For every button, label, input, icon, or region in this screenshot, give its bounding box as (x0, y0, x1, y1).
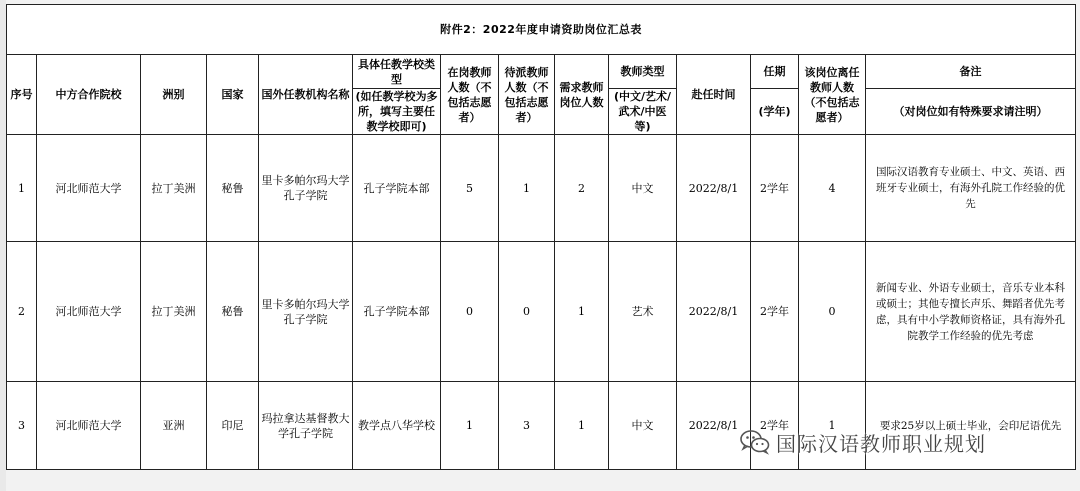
cell-partner-school: 河北师范大学 (37, 242, 141, 382)
header-seq: 序号 (7, 55, 37, 135)
header-term-sub: (学年) (751, 89, 799, 135)
cell-country: 印尼 (207, 382, 259, 470)
header-current-teachers: 在岗教师人数（不包括志愿者） (441, 55, 499, 135)
header-remarks-sub: （对岗位如有特殊要求请注明） (866, 89, 1076, 135)
cell-start-date: 2022/8/1 (677, 382, 751, 470)
cell-school-type: 教学点八华学校 (353, 382, 441, 470)
header-leaving-sub: （不包括志愿者） (804, 95, 860, 124)
header-school-type-sub: (如任教学校为多所，填写主要任教学校即可) (353, 89, 441, 135)
cell-continent: 拉丁美洲 (141, 135, 207, 242)
cell-institution: 里卡多帕尔玛大学孔子学院 (259, 242, 353, 382)
table-row (7, 135, 1076, 242)
header-pending-teachers: 待派教师人数（不包括志愿者） (499, 55, 555, 135)
cell-continent: 亚洲 (141, 382, 207, 470)
cell-needed-teachers: 2 (555, 135, 609, 242)
header-term: 任期 (751, 55, 799, 89)
cell-needed-teachers: 1 (555, 382, 609, 470)
cell-partner-school: 河北师范大学 (37, 135, 141, 242)
header-partner-school: 中方合作院校 (37, 55, 141, 135)
cell-remarks: 国际汉语教育专业硕士、中文、英语、西班牙专业硕士，有海外孔院工作经验的优先 (866, 135, 1076, 242)
cell-start-date: 2022/8/1 (677, 135, 751, 242)
cell-teacher-type: 中文 (609, 382, 677, 470)
header-leaving-main: 该岗位离任教师人数 (804, 65, 860, 94)
cell-institution: 玛拉拿达基督教大学孔子学院 (259, 382, 353, 470)
cell-pending-teachers: 3 (499, 382, 555, 470)
cell-pending-teachers: 1 (499, 135, 555, 242)
cell-seq: 2 (7, 242, 37, 382)
cell-seq: 3 (7, 382, 37, 470)
cell-school-type: 孔子学院本部 (353, 135, 441, 242)
summary-table (6, 4, 1076, 470)
watermark (740, 424, 986, 460)
table-title: 附件2：2022年度申请资助岗位汇总表 (7, 5, 1076, 55)
cell-needed-teachers: 1 (555, 242, 609, 382)
cell-term: 2学年 (751, 382, 799, 470)
header-leaving (799, 55, 866, 135)
cell-teacher-type: 中文 (609, 135, 677, 242)
watermark-text: 国际汉语教师职业规划 (776, 431, 986, 456)
cell-continent: 拉丁美洲 (141, 242, 207, 382)
cell-remarks: 要求25岁以上硕士毕业，会印尼语优先 (866, 382, 1076, 470)
header-teacher-type-sub: (中文/艺术/武术/中医等) (609, 89, 677, 135)
title-row (7, 5, 1076, 55)
cell-current-teachers: 5 (441, 135, 499, 242)
cell-leaving: 1 (799, 382, 866, 470)
header-start-date: 赴任时间 (677, 55, 751, 135)
cell-partner-school: 河北师范大学 (37, 382, 141, 470)
cell-country: 秘鲁 (207, 242, 259, 382)
cell-teacher-type: 艺术 (609, 242, 677, 382)
cell-term: 2学年 (751, 242, 799, 382)
cell-seq: 1 (7, 135, 37, 242)
cell-start-date: 2022/8/1 (677, 242, 751, 382)
header-continent: 洲别 (141, 55, 207, 135)
cell-leaving: 4 (799, 135, 866, 242)
cell-institution: 里卡多帕尔玛大学孔子学院 (259, 135, 353, 242)
header-institution: 国外任教机构名称 (259, 55, 353, 135)
header-country: 国家 (207, 55, 259, 135)
header-school-type: 具体任教学校类型 (353, 55, 441, 89)
cell-current-teachers: 1 (441, 382, 499, 470)
cell-pending-teachers: 0 (499, 242, 555, 382)
header-remarks: 备注 (866, 55, 1076, 89)
header-needed-teachers: 需求教师岗位人数 (555, 55, 609, 135)
cell-country: 秘鲁 (207, 135, 259, 242)
header-teacher-type: 教师类型 (609, 55, 677, 89)
cell-current-teachers: 0 (441, 242, 499, 382)
wechat-icon (740, 429, 770, 455)
cell-leaving: 0 (799, 242, 866, 382)
cell-term: 2学年 (751, 135, 799, 242)
cell-remarks: 新闻专业、外语专业硕士，音乐专业本科或硕士；其他专擅长声乐、舞蹈者优先考虑，具有中小学教师资格证，具有海外孔院教学工作经验的优先考虑 (866, 242, 1076, 382)
header-row-top (7, 55, 1076, 89)
table-row (7, 242, 1076, 382)
cell-school-type: 孔子学院本部 (353, 242, 441, 382)
